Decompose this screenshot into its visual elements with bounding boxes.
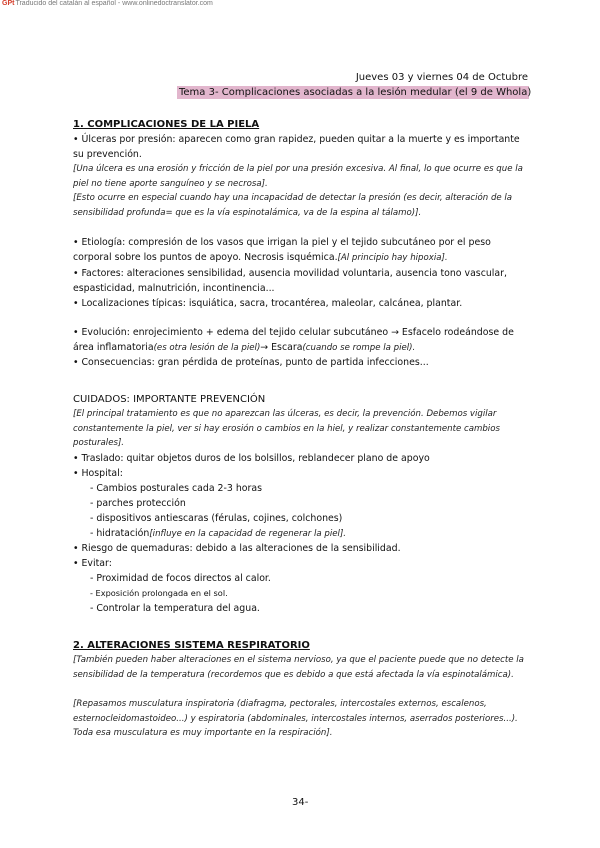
hidratacion-text: - hidratación (90, 527, 150, 539)
document-body (73, 117, 528, 741)
consecuencias-paragraph: • Consecuencias: gran pérdida de proteínas, punto de partida infecciones... (73, 357, 429, 368)
cuidados-note: [El principal tratamiento es que no aparezcan las úlceras, es decir, la prevención. Debemos vigilar constantemente la piel, ver si hay erosión o cambios en la hiel, y realizar constantemente cambios posturales]. (73, 409, 500, 448)
header-date: Jueves 03 y viernes 04 de Octubre (355, 72, 528, 83)
traslado-paragraph: • Traslado: quitar objetos duros de los bolsillos, reblandecer plano de apoyo (73, 452, 430, 464)
list-item: - dispositivos antiescaras (férulas, cojines, colchones) (90, 512, 343, 524)
list-item: - parches protección (90, 497, 186, 509)
section2-note-2: [Repasamos musculatura inspiratoria (diafragma, pectorales, intercostales externos, escalenos, esternocleidomastoideo...) y espiratoria (abdominales, intercostales internos, aserrados posteriores...). Toda esa musculatura es muy importante en la respiración]. (73, 699, 518, 738)
cuidados-title: CUIDADOS: IMPORTANTE PREVENCIÓN (73, 394, 266, 405)
ulcera-cause-note: [Esto ocurre en especial cuando hay una incapacidad de detectar la presión (es decir, alteración de la sensibilidad profunda= que es la vía espinotalámica, va de la espina al tálamo)]. (73, 193, 513, 218)
etiologia-note: [Al principio hay hipoxia]. (337, 253, 448, 263)
evolucion-note-1: (es otra lesión de la piel) (153, 342, 261, 353)
factores-paragraph: • Factores: alteraciones sensibilidad, ausencia movilidad voluntaria, ausencia tono vascular, espasticidad, malnutrición, incontinencia... (73, 267, 507, 294)
topic-highlight: Tema 3- Complicaciones asociadas a la lesión medular (el 9 de Whola) (179, 87, 532, 98)
list-item: - Cambios posturales cada 2-3 horas (90, 482, 262, 494)
evitar-item-3: - Controlar la temperatura del agua. (90, 603, 260, 614)
evolucion-text-a: • Evolución: enrojecimiento + edema del tejido celular subcutáneo → Esfacelo rodeándose de área inflamatoria (73, 326, 514, 353)
evolucion-note-2: (cuando se rompe la piel). (302, 342, 416, 353)
localizaciones-paragraph: • Localizaciones típicas: isquiática, sacra, trocantérea, maleolar, calcánea, plantar. (73, 297, 463, 309)
etiologia-paragraph (73, 235, 528, 266)
section2-title: 2. ALTERACIONES SISTEMA RESPIRATORIO (73, 640, 310, 651)
page-number: 34- (292, 797, 309, 808)
translator-banner (2, 0, 213, 7)
section2-note-1: [También pueden haber alteraciones en el sistema nervioso, ya que el paciente puede que no detecte la sensibilidad de la temperatura (recordemos que es debido a que está afectada la vía espinotalámica). (73, 655, 524, 680)
ulceras-paragraph: • Úlceras por presión: aparecen como gran rapidez, pueden quitar a la muerte y es importante su prevención. (73, 134, 520, 160)
hidratacion-note: [influye en la capacidad de regenerar la piel]. (149, 528, 347, 539)
riesgo-paragraph: • Riesgo de quemaduras: debido a las alteraciones de la sensibilidad. (73, 543, 401, 554)
translator-logo: GPt (2, 0, 15, 7)
evolucion-text-b: → Escara (260, 341, 303, 353)
evitar-label: • Evitar: (73, 558, 112, 569)
translator-text: Traducido del catalán al español - www.onlinedoctranslator.com (15, 0, 213, 7)
hospital-label: • Hospital: (73, 467, 123, 479)
evolucion-paragraph (73, 325, 528, 356)
hidratacion-item (73, 526, 528, 542)
ulcera-definition-note: [Una úlcera es una erosión y fricción de la piel por una presión excesiva. Al final, lo que ocurre es que la piel no tiene aporte sanguíneo y se necrosa]. (73, 164, 523, 189)
etiologia-text: • Etiología: compresión de los vasos que irrigan la piel y el tejido subcutáneo por el peso corporal sobre los puntos de apoyo. Necrosis isquémica. (73, 237, 491, 263)
evitar-item-2: - Exposición prolongada en el sol. (90, 588, 228, 598)
evitar-item-1: - Proximidad de focos directos al calor. (90, 573, 271, 584)
section1-title: 1. COMPLICACIONES DE LA PIELA (73, 119, 260, 130)
